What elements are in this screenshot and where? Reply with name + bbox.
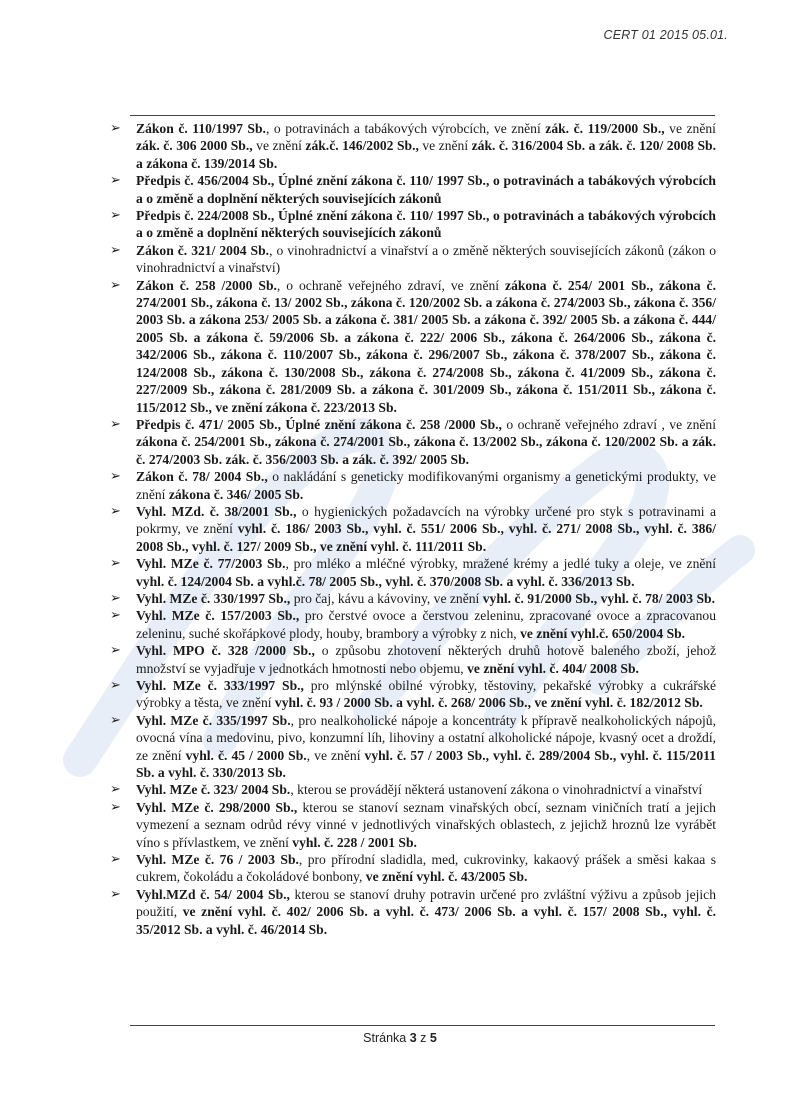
legal-reference: Vyhl. MZe č. 76 / 2003 Sb. bbox=[136, 852, 299, 868]
document-code: CERT 01 2015 05.01. bbox=[603, 28, 728, 42]
item-text: , o vinohradnictví a vinařství a o změně některých souvisejících zákonů (zákon o vinohradnictví a vinařství) bbox=[136, 242, 716, 276]
arrowhead-bullet-icon: ➢ bbox=[110, 712, 121, 728]
arrowhead-bullet-icon: ➢ bbox=[110, 886, 121, 902]
legal-reference: Vyhl. MZe č. 298/2000 Sb., bbox=[136, 799, 298, 815]
legal-reference: zákona č. 254/2001 Sb., zákona č. 274/2001 Sb., zákona č. 13/2002 Sb., zákona č. 120/2002 Sb. a zák. č. 274/2003 Sb. zák. č. 356/2003 Sb. a zák. č. 392/ 2005 Sb. bbox=[136, 434, 716, 467]
list-item bbox=[110, 781, 716, 798]
item-text: pro čaj, kávu a kávoviny, ve znění bbox=[290, 590, 483, 606]
list-item bbox=[110, 416, 716, 468]
arrowhead-bullet-icon: ➢ bbox=[110, 469, 121, 485]
item-text: , o ochraně veřejného zdraví, ve znění bbox=[276, 277, 506, 293]
legal-reference: Předpis č. 471/ 2005 Sb., Úplné znění zákona č. 258 /2000 Sb., bbox=[136, 416, 502, 432]
arrowhead-bullet-icon: ➢ bbox=[110, 242, 121, 258]
legal-reference: Vyhl. MZe č. 77/2003 Sb. bbox=[136, 556, 286, 572]
legal-reference: vyhl. č. 45 / 2000 Sb. bbox=[185, 747, 307, 763]
item-text: ve znění bbox=[664, 121, 716, 136]
item-text: o ochraně veřejného zdraví , ve znění bbox=[501, 416, 716, 432]
current-page-number: 3 bbox=[409, 1031, 417, 1045]
list-item bbox=[110, 677, 716, 712]
item-text: kterou se stanoví druhy potravin určené pro zvláštní výživu a způsob jejich použití, bbox=[136, 886, 717, 920]
arrowhead-bullet-icon: ➢ bbox=[110, 173, 121, 189]
arrowhead-bullet-icon: ➢ bbox=[110, 643, 121, 659]
item-text: , pro mléko a mléčné výrobky, mražené krémy a jedlé tuky a oleje, ve znění bbox=[285, 556, 716, 572]
list-item bbox=[110, 642, 716, 677]
item-text: ve znění bbox=[418, 138, 472, 154]
page-footer bbox=[0, 1031, 800, 1045]
legal-reference: Předpis č. 456/2004 Sb., Úplné znění zákona č. 110/ 1997 Sb., o potravinách a tabákových výrobcích a o změně a doplnění některých souvisejících zákonů bbox=[136, 173, 716, 206]
list-item bbox=[110, 555, 716, 590]
item-text: , pro přírodní sladidla, med, cukrovinky, kakaový prášek a směsi kakaa s cukrem, čokoládu a čokoládové bonbony, bbox=[136, 852, 717, 885]
arrowhead-bullet-icon: ➢ bbox=[110, 852, 121, 868]
legal-reference: vyhl. č. 228 / 2001 Sb. bbox=[292, 834, 417, 850]
legal-reference: zákona č. 254/ 2001 Sb., zákona č. 274/2001 Sb., zákona č. 13/ 2002 Sb., zákona č. 120/2002 Sb. a zákona č. 274/2003 Sb., zákona č. 356/ 2003 Sb. a zákona 253/ 2005 Sb. a zákona č. 381/ 2005 Sb. a zákona č. 392/ 2005 Sb. a zákona č. 444/ 2005 Sb. a zákona č. 59/2006 Sb. a zákona č. 222/ 2006 Sb., zákona č. 264/2006 Sb., zákona č. 342/2006 Sb., zákona č. 110/2007 Sb., zákona č. 296/2007 Sb., zákona č. 378/2007 Sb., zákona č. 124/2008 Sb., zákona č. 130/2008 Sb., zákona č. 274/2008 Sb., zákona č. 41/2009 Sb., zákona č. 227/2009 Sb., zákona č. 281/2009 Sb. a zákona č. 301/2009 Sb., zákona č. 151/2011 Sb., zákona č. 115/2012 Sb., ve znění zákona č. 223/2013 Sb. bbox=[136, 277, 716, 415]
item-text: o hygienických požadavcích na výrobky určené pro styk s potravinami a pokrmy, ve znění bbox=[136, 503, 716, 537]
list-item bbox=[110, 799, 716, 851]
legal-reference: vyhl. č. 93 / 2000 Sb. a vyhl. č. 268/ 2006 Sb., ve znění vyhl. č. 182/2012 Sb. bbox=[274, 695, 703, 711]
item-text: , ve znění bbox=[306, 747, 365, 763]
legal-reference: zák. č. 306 2000 Sb., bbox=[136, 138, 253, 154]
legal-reference: zák.č. 146/2002 Sb., bbox=[305, 138, 419, 154]
header-divider bbox=[130, 115, 715, 116]
total-pages-number: 5 bbox=[429, 1031, 437, 1045]
legal-reference: Zákon č. 258 /2000 Sb. bbox=[136, 277, 277, 293]
list-item bbox=[110, 712, 716, 782]
list-item bbox=[110, 590, 716, 607]
legal-reference: Zákon č. 110/1997 Sb. bbox=[136, 121, 266, 136]
legal-reference: Vyhl.MZd č. 54/ 2004 Sb., bbox=[136, 886, 290, 902]
legal-reference: Vyhl. MZe č. 323/ 2004 Sb. bbox=[136, 782, 291, 798]
arrowhead-bullet-icon: ➢ bbox=[110, 799, 121, 815]
arrowhead-bullet-icon: ➢ bbox=[110, 277, 121, 293]
legal-reference: Vyhl. MZe č. 335/1997 Sb. bbox=[136, 712, 291, 728]
legal-reference: ve znění vyhl.č. 650/2004 Sb. bbox=[520, 625, 686, 641]
legal-reference: vyhl. č. 124/2004 Sb. a vyhl.č. 78/ 2005 Sb., vyhl. č. 370/2008 Sb. a vyhl. č. 336/2013 Sb. bbox=[136, 573, 635, 589]
arrowhead-bullet-icon: ➢ bbox=[110, 556, 121, 572]
arrowhead-bullet-icon: ➢ bbox=[110, 416, 121, 432]
arrowhead-bullet-icon: ➢ bbox=[110, 608, 121, 624]
item-text: pro čerstvé ovoce a čerstvou zeleninu, zpracované ovoce a zpracovanou zeleninu, suché skořápkové plody, houby, brambory a výrobky z nich, bbox=[136, 608, 716, 641]
legislation-list bbox=[110, 120, 716, 938]
page-label: Stránka bbox=[363, 1031, 410, 1045]
list-item bbox=[110, 242, 716, 277]
page-separator: z bbox=[416, 1031, 430, 1045]
list-item bbox=[110, 468, 716, 503]
item-text: pro mlýnské obilné výrobky, těstoviny, pekařské výrobky a cukrářské výrobky a těsta, ve znění bbox=[136, 678, 716, 711]
legal-reference: Zákon č. 321/ 2004 Sb. bbox=[136, 242, 270, 258]
list-item bbox=[110, 207, 716, 242]
legal-reference: Vyhl. MZe č. 333/1997 Sb., bbox=[136, 678, 304, 693]
legal-reference: ve znění vyhl. č. 404/ 2008 Sb. bbox=[467, 660, 639, 676]
arrowhead-bullet-icon: ➢ bbox=[110, 503, 121, 519]
legal-reference: zák. č. 119/2000 Sb., bbox=[545, 121, 665, 136]
item-text: , o potravinách a tabákových výrobcích, ve znění bbox=[265, 121, 546, 136]
list-item bbox=[110, 277, 716, 416]
list-item bbox=[110, 851, 716, 886]
item-text: , kterou se provádějí některá ustanovení zákona o vinohradnictví a vinařství bbox=[290, 782, 703, 798]
list-item bbox=[110, 886, 716, 938]
legal-reference: Vyhl. MZe č. 157/2003 Sb., bbox=[136, 608, 300, 624]
arrowhead-bullet-icon: ➢ bbox=[110, 208, 121, 224]
list-item bbox=[110, 607, 716, 642]
list-item bbox=[110, 503, 716, 555]
legal-reference: ve znění vyhl. č. 402/ 2006 Sb. a vyhl. č. 473/ 2006 Sb. a vyhl. č. 157/ 2008 Sb., vyhl. č. 35/2012 Sb. a vyhl. č. 46/2014 Sb. bbox=[136, 904, 716, 937]
footer-divider bbox=[130, 1025, 715, 1026]
legal-reference: Předpis č. 224/2008 Sb., Úplné znění zákona č. 110/ 1997 Sb., o potravinách a tabákových výrobcích a o změně a doplnění některých souvisejících zákonů bbox=[136, 208, 716, 241]
arrowhead-bullet-icon: ➢ bbox=[110, 590, 121, 606]
item-text: kterou se stanoví seznam vinařských obcí, seznam viničních tratí a jejich vymezení a seznam odrůd révy vinné v jednotlivých vinařských oblastech, z jejichž hroznů lze vyrábět víno s přívlastkem, ve znění bbox=[136, 799, 716, 850]
arrowhead-bullet-icon: ➢ bbox=[110, 782, 121, 798]
item-text: , pro nealkoholické nápoje a koncentráty k přípravě nealkoholických nápojů, ovocná vína a medovinu, pivo, konzumní líh, lihoviny a ostatní alkoholické nápoje, kvasný ocet a droždí, ze znění bbox=[136, 712, 716, 763]
arrowhead-bullet-icon: ➢ bbox=[110, 678, 121, 693]
legal-reference: zákona č. 346/ 2005 Sb. bbox=[168, 486, 304, 502]
legal-reference: Vyhl. MZe č. 330/1997 Sb., bbox=[136, 590, 291, 606]
legal-reference: ve znění vyhl. č. 43/2005 Sb. bbox=[365, 869, 528, 885]
legal-reference: Vyhl. MZd. č. 38/2001 Sb., bbox=[136, 503, 297, 519]
arrowhead-bullet-icon: ➢ bbox=[110, 121, 121, 136]
legal-reference: vyhl. č. 57 / 2003 Sb., vyhl. č. 289/2004 Sb., vyhl. č. 115/2011 Sb. a vyhl. č. 330/2013 Sb. bbox=[136, 747, 716, 781]
item-text: o nakládání s geneticky modifikovanými organismy a genetickými produkty, ve znění bbox=[136, 469, 716, 502]
list-item bbox=[110, 172, 716, 207]
item-text: ve znění bbox=[252, 138, 306, 154]
legal-reference: Vyhl. MPO č. 328 /2000 Sb., bbox=[136, 643, 315, 659]
legal-reference: vyhl. č. 91/2000 Sb., vyhl. č. 78/ 2003 Sb. bbox=[482, 590, 715, 606]
legal-reference: vyhl. č. 186/ 2003 Sb., vyhl. č. 551/ 2006 Sb., vyhl. č. 271/ 2008 Sb., vyhl. č. 386/ 2008 Sb., vyhl. č. 127/ 2009 Sb., ve znění vyhl. č. 111/2011 Sb. bbox=[136, 521, 716, 554]
legal-reference: zák. č. 316/2004 Sb. a zák. č. 120/ 2008 Sb. a zákona č. 139/2014 Sb. bbox=[136, 138, 716, 171]
list-item bbox=[110, 120, 716, 172]
legal-reference: Zákon č. 78/ 2004 Sb., bbox=[136, 469, 268, 485]
item-text: o způsobu zhotovení některých druhů hotově baleného zboží, jehož množství se vyjadřuje v jednotkách hmotnosti nebo objemu, bbox=[136, 643, 716, 676]
